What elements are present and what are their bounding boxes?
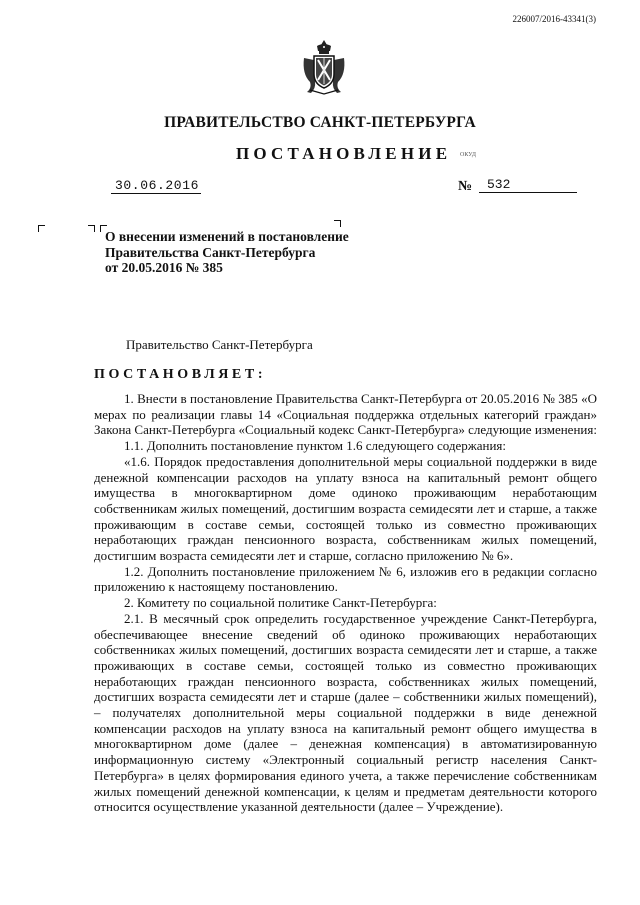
document-date: 30.06.2016 xyxy=(111,178,201,194)
paragraph: 2. Комитету по социальной политике Санкт-Петербурга: xyxy=(124,595,437,611)
subject-line: О внесении изменений в постановление xyxy=(105,229,349,244)
intro-text: Правительство Санкт-Петербурга xyxy=(126,337,313,352)
paragraph: 2.1. В месячный срок определить государственное учреждение Санкт-Петербурга, обеспечивающее внесение сведений об одиноко проживающих неработающих собственниках жилых помещений, достигших возраста семидесяти лет и старше, а также проживающих в составе семьи, состоящей только из совместно проживающих неработающих граждан пенсионного возраста, собственниках жилых помещений, достигших возраста семидесяти лет и старше (далее – собственники жилых помещений), – получателях дополнительной меры социальной поддержки в виде денежной компенсации расходов на уплату взноса на капитальный ремонт общего имущества в многоквартирном доме (далее – денежная компенсация) в автоматизированную информационную систему «Электронный социальный регистр населения Санкт-Петербурга» в целях формирования единого учета, а также перечисление собственникам жилых помещений денежной компенсации, к целям и предметам деятельности которого относится осуществление указанной деятельности (далее – Учреждение). xyxy=(94,610,597,815)
subject-line: от 20.05.2016 № 385 xyxy=(105,260,223,276)
document-number-value: 532 xyxy=(479,177,577,193)
document-body xyxy=(94,391,597,815)
paragraph: 1.1. Дополнить постановление пунктом 1.6 следующего содержания: xyxy=(124,438,506,454)
document-kind: ПОСТАНОВЛЕНИЕ xyxy=(236,144,452,163)
resolves-heading: ПОСТАНОВЛЯЕТ: xyxy=(94,367,267,382)
okud-label: ОКУД xyxy=(460,152,476,158)
document-number: 226007/2016-43341(3) xyxy=(512,14,596,24)
corner-bracket xyxy=(88,225,95,232)
corner-bracket xyxy=(38,225,45,232)
corner-bracket xyxy=(334,220,341,227)
paragraph: 1.2. Дополнить постановление приложением № 6, изложив его в редакции согласно приложению к настоящему постановлению. xyxy=(94,563,597,595)
coat-of-arms-icon xyxy=(300,38,348,96)
number-sign: № xyxy=(458,179,473,194)
paragraph: «1.6. Порядок предоставления дополнительной меры социальной поддержки в виде денежной компенсации расходов на уплату взноса на капитальный ремонт общего имущества в многоквартирном доме одиноко проживающим неработающим собственникам жилых помещений, достигшим возраста семидесяти лет и старше, а также проживающим в составе семьи, состоящей только из совместно проживающих неработающих граждан пенсионного возраста, собственникам жилых помещений, достигшим возраста семидесяти лет и старше, согласно приложению № 6». xyxy=(94,453,597,564)
subject-line: Правительства Санкт-Петербурга xyxy=(105,244,316,260)
document-subject xyxy=(105,229,349,276)
paragraph: 1. Внести в постановление Правительства Санкт-Петербурга от 20.05.2016 № 385 «О мерах по реализации главы 14 «Социальная поддержка отдельных категорий граждан» Закона Санкт-Петербурга «Социальный кодекс Санкт-Петербурга» следующие изменения: xyxy=(94,391,597,438)
government-title: ПРАВИТЕЛЬСТВО САНКТ-ПЕТЕРБУРГА xyxy=(164,114,476,131)
